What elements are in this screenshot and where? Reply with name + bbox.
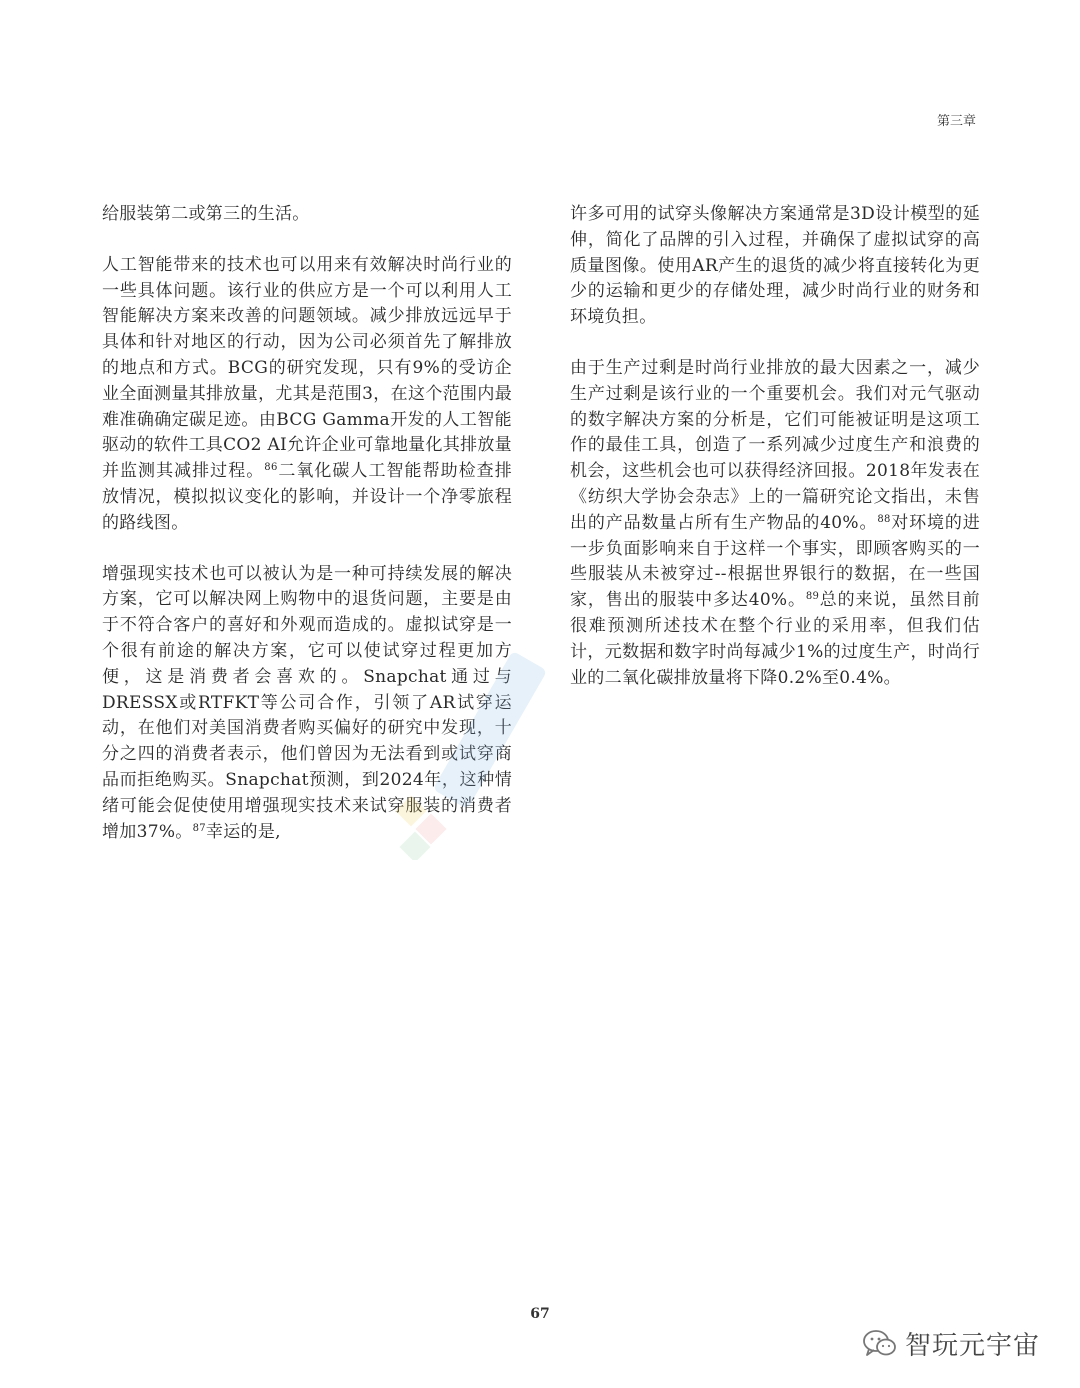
paragraph-text: 由于生产过剩是时尚行业排放的最大因素之一，减少生产过剩是该行业的一个重要机会。我们对元气驱动的数字解决方案的分析是，它们可能被证明是这项工作的最佳工具，创造了一系列减少过度生产和浪费的机会，这些机会也可以获得经济回报。2018年发表在《纺织大学协会杂志》上的一篇研究论文指出，未售出的产品数量占所有生产物品的40%。 — [570, 357, 980, 533]
footnote-ref[interactable]: 89 — [805, 591, 820, 603]
paragraph-text: 幸运的是, — [205, 821, 281, 842]
paragraph-text: 给服装第二或第三的生活。 — [102, 204, 310, 224]
left-column — [102, 202, 512, 870]
paragraph — [102, 202, 512, 228]
brand-name: 智玩元宇宙 — [904, 1331, 1040, 1361]
paragraph-text: 增强现实技术也可以被认为是一种可持续发展的解决方案，它可以解决网上购物中的退货问题，主要是由于不符合客户的喜好和外观而造成的。虚拟试穿是一个很有前途的解决方案，它可以使试穿过程更加方便，这是消费者会喜欢的。Snapchat通过与DRESSX或RTFKT等公司合作，引领了AR试穿运动，在他们对美国消费者购买偏好的研究中发现，十分之四的消费者表示，他们曾因为无法看到或试穿商品而拒绝购买。Snapchat预测，到2024年，这种情绪可能会促使使用增强现实技术来试穿服装的消费者增加37%。 — [102, 563, 512, 842]
wechat-icon — [863, 1329, 897, 1359]
brand-footer — [863, 1325, 1040, 1362]
page-number: 67 — [530, 1306, 550, 1322]
paragraph-text: 对环境的进一步负面影响来自于这样一个事实，即顾客购买的一些服装从未被穿过--根据世界银行的数据，在一些国家，售出的服装中多达40%。 — [570, 512, 981, 611]
paragraph — [102, 253, 512, 537]
chapter-label: 第三章 — [936, 114, 976, 129]
paragraph-text: 人工智能带来的技术也可以用来有效解决时尚行业的一些具体问题。该行业的供应方是一个可以利用人工智能解决方案来改善的问题领域。减少排放远远早于具体和针对地区的行动，因为公司必须首先了解排放的地点和方式。BCG的研究发现，只有9%的受访企业全面测量其排放量，尤其是范围3，在这个范围内最难准确确定碳足迹。由BCG Gamma开发的人工智能驱动的软件工具CO2 AI允许企业可靠地量化其排放量并监测其减排过程。 — [102, 254, 512, 482]
paragraph-text: 总的来说，虽然目前很难预测所述技术在整个行业的采用率，但我们估计，元数据和数字时尚每减少1%的过度生产，时尚行业的二氧化碳排放量将下降0.2%至0.4%。 — [570, 590, 980, 688]
right-column — [570, 202, 980, 716]
paragraph — [570, 202, 980, 331]
footnote-ref[interactable]: 88 — [877, 513, 891, 525]
footnote-ref[interactable]: 86 — [264, 462, 278, 474]
paragraph-text: 二氧化碳人工智能帮助检查排放情况，模拟拟议变化的影响，并设计一个净零旅程的路线图。 — [102, 461, 513, 533]
paragraph — [102, 562, 512, 846]
paragraph-text: 许多可用的试穿头像解决方案通常是3D设计模型的延伸，简化了品牌的引入过程，并确保了虚拟试穿的高质量图像。使用AR产生的退货的减少将直接转化为更少的运输和更少的存储处理，减少时尚行业的财务和环境负担。 — [570, 204, 980, 328]
footnote-ref[interactable]: 87 — [192, 822, 206, 834]
paragraph — [570, 356, 980, 691]
